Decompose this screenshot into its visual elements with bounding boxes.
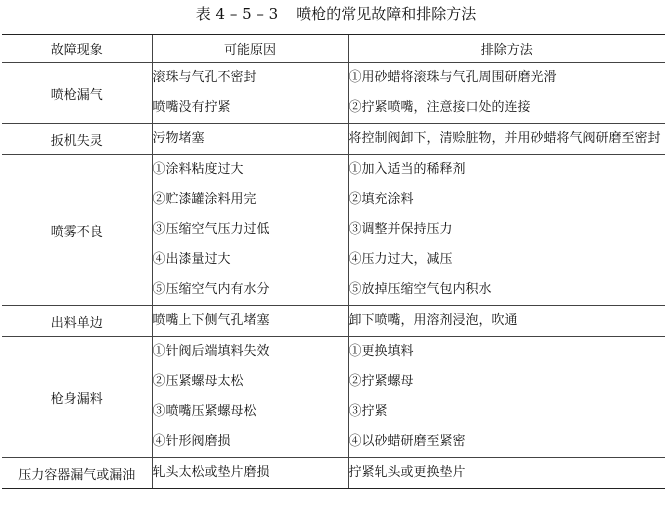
remedy-line: ⑤放掉压缩空气包内积水 [348,282,492,297]
remedy-line: ①更换填料 [348,344,414,359]
remedy-line: ③调整并保持压力 [348,222,453,237]
table-caption [0,4,672,24]
remedy-cell [348,337,665,458]
table-row [2,458,665,489]
remedy-cell [348,458,665,489]
cause-cell [152,124,348,155]
table-row [2,306,665,337]
remedy-line: ①用砂蜡将滚珠与气孔周围研磨光滑 [348,70,557,85]
phenomenon-cell: 喷雾不良 [2,155,152,306]
cause-line: 喷嘴没有拧紧 [152,100,231,115]
cause-line: 污物堵塞 [152,131,205,146]
header-remedy: 排除方法 [348,35,665,63]
remedy-cell [348,63,665,124]
header-row [2,35,665,63]
remedy-line: ②拧紧喷嘴，注意接口处的连接 [348,100,531,115]
remedy-paragraph: 将控制阀卸下，清赊脏物，并用砂蜡将气阀研磨至密封 [348,131,661,146]
remedy-line: ③拧紧 [348,404,388,419]
remedy-cell [348,306,665,337]
table-number: 表 4 – 5 – 3 [195,5,279,23]
header-cause: 可能原因 [152,35,348,63]
remedy-line: ④以砂蜡研磨至紧密 [348,434,466,449]
phenomenon-cell: 喷枪漏气 [2,63,152,124]
remedy-line: 卸下喷嘴，用溶剂浸泡，吹通 [348,313,518,328]
remedy-line: ①加入适当的稀释剂 [348,162,466,177]
cause-line: ③压缩空气压力过低 [152,222,270,237]
cause-cell [152,306,348,337]
fault-table [2,34,665,489]
remedy-cell [348,155,665,306]
cause-cell [152,155,348,306]
cause-line: ④针形阀磨损 [152,434,231,449]
cause-line: 喷嘴上下侧气孔堵塞 [152,313,270,328]
cause-line: ③喷嘴压紧螺母松 [152,404,257,419]
phenomenon-cell: 扳机失灵 [2,124,152,155]
cause-line: ①针阀后端填料失效 [152,344,270,359]
cause-line: 轧头太松或垫片磨损 [152,465,270,480]
cause-line: ②压紧螺母太松 [152,374,244,389]
cause-line: ①涂料粘度过大 [152,162,244,177]
cause-line: ④出漆量过大 [152,252,231,267]
remedy-line: ④压力过大，减压 [348,252,453,267]
table-row [2,337,665,458]
remedy-line: ②填充涂料 [348,192,414,207]
cause-line: ②贮漆罐涂料用完 [152,192,257,207]
phenomenon-cell: 压力容器漏气或漏油 [2,458,152,489]
table-row [2,63,665,124]
cause-cell [152,337,348,458]
remedy-cell [348,124,665,155]
header-phenomenon: 故障现象 [2,35,152,63]
cause-line: ⑤压缩空气内有水分 [152,282,270,297]
phenomenon-cell: 出料单边 [2,306,152,337]
table-row [2,124,665,155]
table-title: 喷枪的常见故障和排除方法 [296,5,477,23]
phenomenon-cell: 枪身漏料 [2,337,152,458]
cause-cell [152,458,348,489]
remedy-line: ②拧紧螺母 [348,374,414,389]
remedy-line: 拧紧轧头或更换垫片 [348,465,466,480]
table-row [2,155,665,306]
cause-line: 滚珠与气孔不密封 [152,70,257,85]
cause-cell [152,63,348,124]
